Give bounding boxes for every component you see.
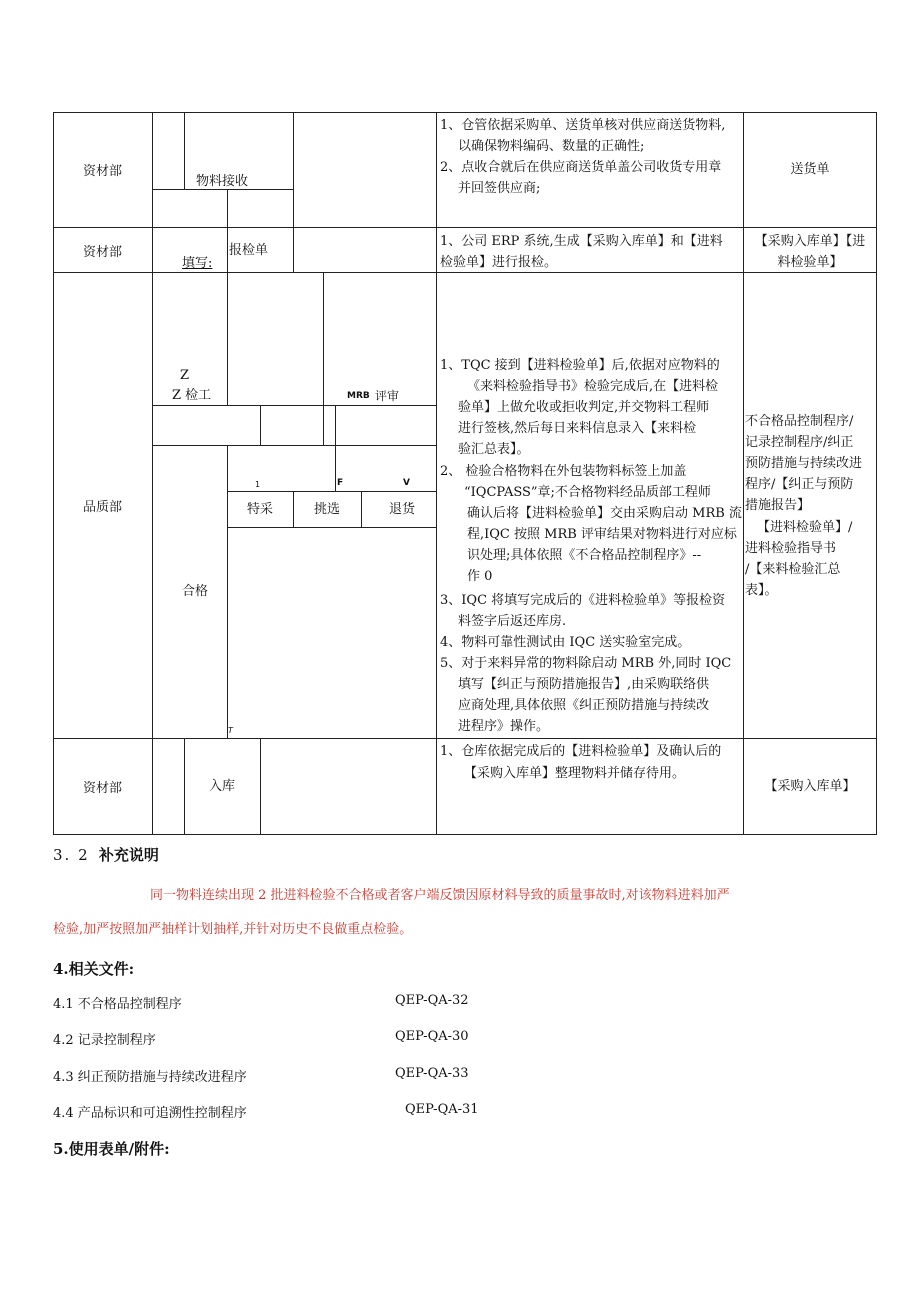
row1-form: 送货单: [790, 162, 830, 177]
forms-heading: 5.使用表单/附件:: [53, 1140, 170, 1158]
row3-option-return: 退货: [388, 502, 415, 517]
row3-pass: 合格: [182, 584, 209, 599]
row3-mark-v: V: [403, 478, 410, 488]
row2-dept: 资材部: [82, 245, 122, 260]
row3-step-a: Z: [180, 368, 190, 383]
row1-step: 物料接收: [196, 174, 249, 189]
related-docs-heading: 4.相关文件:: [53, 960, 135, 978]
row3-option-select: 挑选: [313, 502, 340, 517]
row4-form: 【采购入库单】: [764, 779, 856, 794]
row3-mark-1: 1: [255, 480, 261, 489]
supplement-heading: 3. 2 补充说明: [53, 846, 159, 864]
row3-mark-t: T: [228, 726, 233, 735]
row3-mrb-label: MRB: [347, 391, 370, 401]
row3-dept: 品质部: [82, 500, 122, 515]
row3-mark-f: F: [337, 478, 344, 488]
supplement-paragraph-line2: 检验,加严按照加严抽样计划抽样,并针对历史不良做重点检验。: [53, 922, 413, 937]
row4-step: 入库: [208, 779, 235, 794]
row2-step: 报检单: [229, 243, 269, 258]
supplement-paragraph-line1: 同一物料连续出现 2 批进料检验不合格或者客户端反馈因原材料导致的质量事故时,对该物料进料加严: [150, 888, 730, 903]
row4-dept: 资材部: [82, 781, 122, 796]
row3-option-special: 特采: [246, 502, 273, 517]
row1-dept: 资材部: [82, 164, 122, 179]
row3-mrb-suffix: 评审: [375, 389, 400, 403]
row2-step-prefix: 填写:: [182, 256, 213, 271]
row3-step-b: Z 检工: [172, 388, 212, 403]
